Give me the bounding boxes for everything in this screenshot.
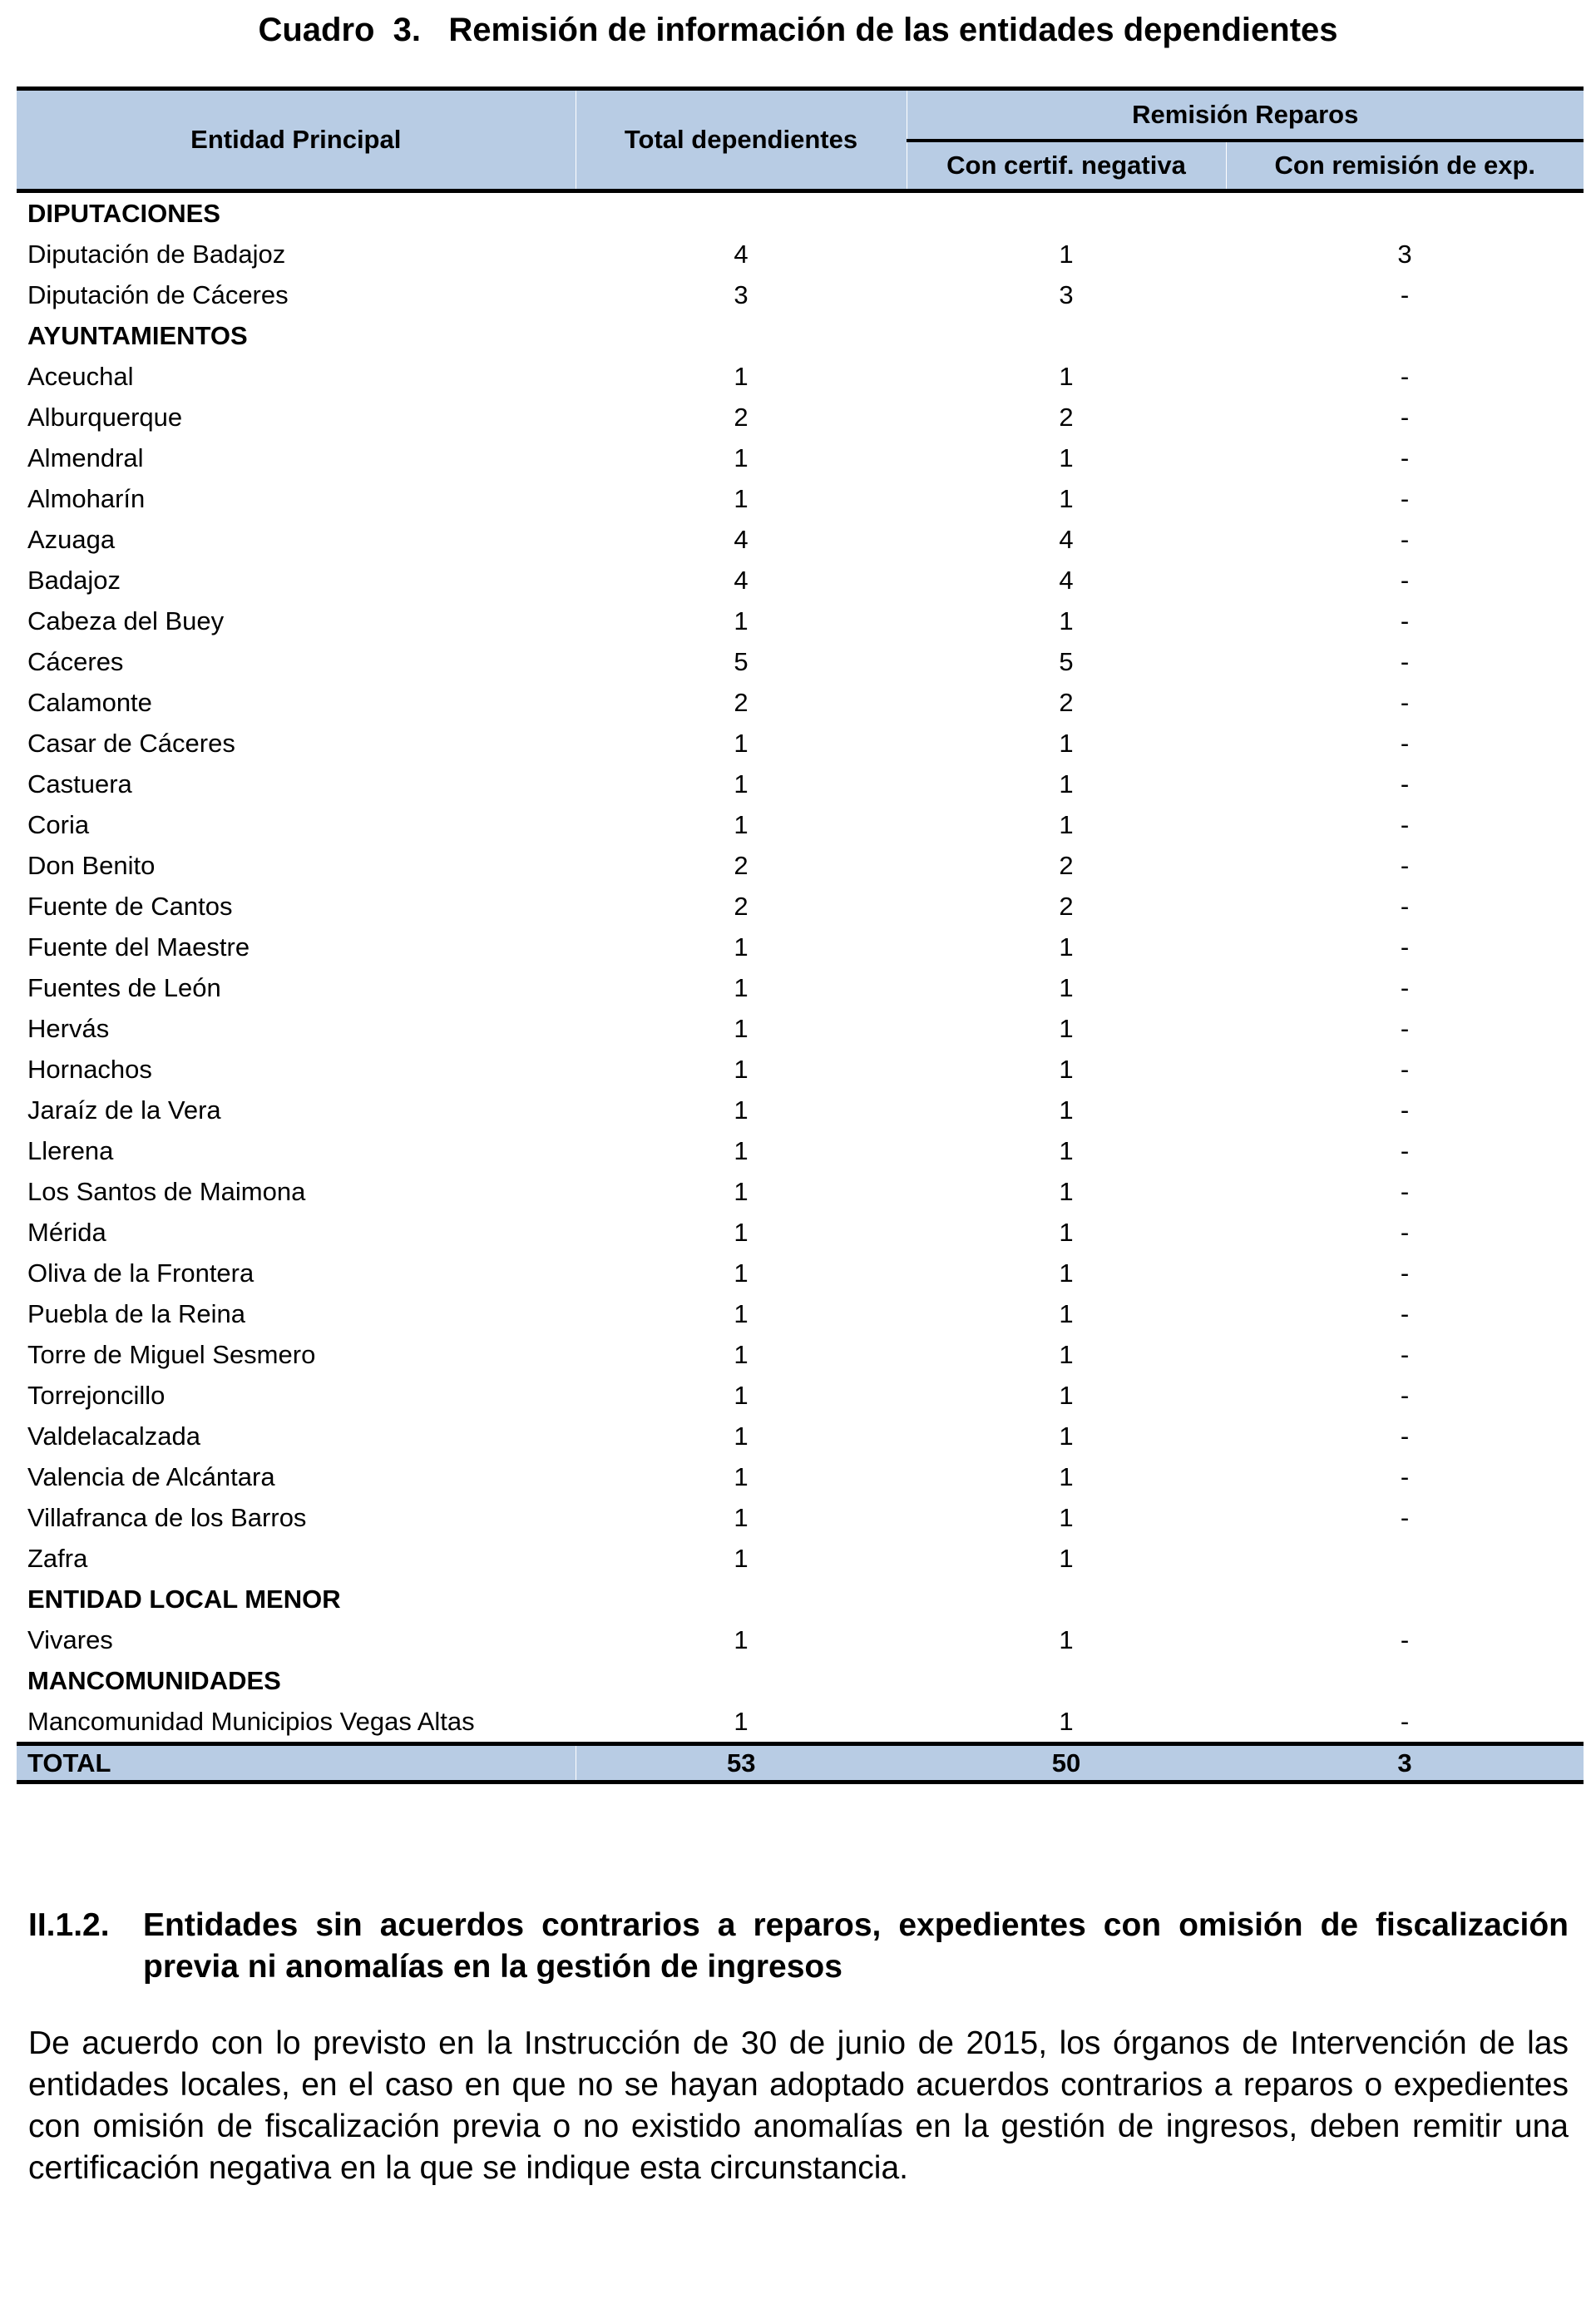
cell-entidad: MANCOMUNIDADES: [27, 1665, 281, 1695]
cell-total-dependientes: 1: [734, 1543, 749, 1573]
table-row: [17, 1538, 1584, 1579]
cell-entidad: Oliva de la Frontera: [27, 1258, 254, 1288]
cell-con-certif-negativa: 1: [1059, 1176, 1074, 1206]
table-row: [17, 1497, 1584, 1538]
cell-con-certif-negativa: 1: [1059, 361, 1074, 391]
cell-entidad: Los Santos de Maimona: [27, 1176, 306, 1206]
cell-con-remision-exp: -: [1400, 687, 1410, 717]
cell-con-certif-negativa: 1: [1059, 932, 1074, 962]
cell-con-remision-exp: -: [1400, 606, 1410, 635]
cell-con-certif-negativa: 50: [907, 1744, 1226, 1782]
cell-entidad: Torre de Miguel Sesmero: [27, 1339, 316, 1369]
cell-con-certif-negativa: 4: [1059, 565, 1074, 595]
cell-entidad: Hornachos: [27, 1054, 152, 1084]
cell-con-remision-exp: -: [1400, 972, 1410, 1002]
table-row: [17, 804, 1584, 845]
cell-total-dependientes: 1: [734, 1298, 749, 1328]
cell-con-remision-exp: -: [1400, 1339, 1410, 1369]
cell-total-dependientes: 1: [734, 606, 749, 635]
table-row: [17, 845, 1584, 886]
cell-con-remision-exp: -: [1400, 891, 1410, 921]
table-row: [17, 397, 1584, 438]
cell-total-dependientes: 5: [734, 646, 749, 676]
table-row: [17, 1456, 1584, 1497]
cell-con-remision-exp: -: [1400, 809, 1410, 839]
cell-entidad: Jaraíz de la Vera: [27, 1095, 221, 1125]
cell-entidad: Alburquerque: [27, 402, 183, 432]
table-row: [17, 1375, 1584, 1416]
cell-con-remision-exp: [1226, 191, 1584, 235]
table-row: [17, 356, 1584, 397]
cell-entidad: Hervás: [27, 1013, 110, 1043]
cell-con-remision-exp: -: [1400, 361, 1410, 391]
cell-entidad: Mérida: [27, 1217, 106, 1247]
cell-con-certif-negativa: 1: [1059, 1461, 1074, 1491]
table-row: [17, 1701, 1584, 1744]
cell-con-certif-negativa: 1: [1059, 1339, 1074, 1369]
cell-con-certif-negativa: 1: [1059, 1095, 1074, 1125]
cell-con-remision-exp: -: [1400, 1013, 1410, 1043]
table-row: [17, 478, 1584, 519]
cell-total-dependientes: 1: [734, 972, 749, 1002]
cell-entidad: Cáceres: [27, 646, 124, 676]
cell-total-dependientes: 4: [734, 239, 749, 269]
cell-con-remision-exp: 3: [1226, 1744, 1584, 1782]
table-row: [17, 274, 1584, 315]
cell-entidad: Diputación de Cáceres: [27, 279, 289, 309]
cell-total-dependientes: 1: [734, 1258, 749, 1288]
cell-total-dependientes: 4: [734, 565, 749, 595]
cell-total-dependientes: 1: [734, 1624, 749, 1654]
entities-table: [17, 87, 1584, 1784]
cell-entidad: Villafranca de los Barros: [27, 1502, 307, 1532]
cell-total-dependientes: 1: [734, 1706, 749, 1736]
cell-con-remision-exp: [1226, 1538, 1584, 1579]
section-heading: [28, 1905, 1569, 1988]
cell-total-dependientes: [576, 191, 907, 235]
cell-entidad: Valencia de Alcántara: [27, 1461, 275, 1491]
cell-con-certif-negativa: 1: [1059, 1543, 1074, 1573]
cell-total-dependientes: [576, 1579, 907, 1619]
table-total-row: [17, 1744, 1584, 1782]
cell-total-dependientes: 1: [734, 1176, 749, 1206]
cell-total-dependientes: 3: [734, 279, 749, 309]
table-header: [17, 89, 1584, 191]
cell-total-dependientes: 1: [734, 1054, 749, 1084]
cell-con-certif-negativa: 2: [1059, 850, 1074, 880]
cell-entidad: Valdelacalzada: [27, 1421, 200, 1451]
cell-entidad: Azuaga: [27, 524, 116, 554]
cell-total-dependientes: 1: [734, 1217, 749, 1247]
cell-con-certif-negativa: 1: [1059, 483, 1074, 513]
cell-con-certif-negativa: 1: [1059, 1706, 1074, 1736]
table-section-row: [17, 1660, 1584, 1701]
cell-entidad: Fuentes de León: [27, 972, 221, 1002]
cell-total-dependientes: 1: [734, 1095, 749, 1125]
table-row: [17, 560, 1584, 601]
cell-con-remision-exp: -: [1400, 443, 1410, 472]
cell-con-remision-exp: -: [1400, 1095, 1410, 1125]
cell-con-certif-negativa: 5: [1059, 646, 1074, 676]
cell-total-dependientes: [576, 1660, 907, 1701]
cell-con-certif-negativa: 1: [1059, 1380, 1074, 1410]
section-number: II.1.2.: [28, 1907, 110, 1943]
cell-total-dependientes: 1: [734, 809, 749, 839]
table-row: [17, 519, 1584, 560]
table-section-row: [17, 1579, 1584, 1619]
cell-entidad: Puebla de la Reina: [27, 1298, 245, 1328]
table-row: [17, 601, 1584, 641]
cell-con-certif-negativa: 1: [1059, 1502, 1074, 1532]
cell-entidad: Calamonte: [27, 687, 152, 717]
cell-total-dependientes: 1: [734, 1502, 749, 1532]
table-row: [17, 886, 1584, 927]
cell-entidad: Mancomunidad Municipios Vegas Altas: [27, 1706, 475, 1736]
cell-entidad: DIPUTACIONES: [27, 198, 220, 228]
table-row: [17, 682, 1584, 723]
table-row: [17, 967, 1584, 1008]
cell-con-remision-exp: -: [1400, 1624, 1410, 1654]
body-paragraph: De acuerdo con lo previsto en la Instrucción de 30 de junio de 2015, los órganos de Intervención de las entidades locales, en el caso en que no se hayan adoptado acuerdos contrarios a reparos o expedientes con omisión de fiscalización previa o no existido anomalías en la gestión de ingresos, deben remitir una certificación negativa en la que se indique esta circunstancia.: [28, 2025, 1569, 2186]
cell-con-remision-exp: -: [1400, 1706, 1410, 1736]
cell-total-dependientes: 2: [734, 402, 749, 432]
cell-con-certif-negativa: 1: [1059, 1054, 1074, 1084]
cell-con-remision-exp: -: [1400, 1461, 1410, 1491]
cell-total-dependientes: 1: [734, 728, 749, 758]
cell-con-remision-exp: [1226, 1660, 1584, 1701]
table-row: [17, 1253, 1584, 1293]
cell-entidad: Casar de Cáceres: [27, 728, 235, 758]
cell-con-remision-exp: [1226, 1579, 1584, 1619]
cell-total-dependientes: 1: [734, 769, 749, 799]
cell-con-remision-exp: -: [1400, 1217, 1410, 1247]
cell-con-certif-negativa: [907, 1579, 1226, 1619]
cell-con-certif-negativa: 1: [1059, 769, 1074, 799]
cell-con-certif-negativa: 1: [1059, 728, 1074, 758]
table-section-row: [17, 315, 1584, 356]
cell-con-certif-negativa: 1: [1059, 239, 1074, 269]
cell-con-remision-exp: -: [1400, 1135, 1410, 1165]
cell-entidad: Diputación de Badajoz: [27, 239, 286, 269]
table-row: [17, 1090, 1584, 1130]
cell-entidad: Vivares: [27, 1624, 113, 1654]
section-title: Entidades sin acuerdos contrarios a reparos, expedientes con omisión de fiscalización previa ni anomalías en la gestión de ingresos: [143, 1907, 1569, 1985]
cell-con-certif-negativa: 1: [1059, 1624, 1074, 1654]
cell-entidad: Fuente del Maestre: [27, 932, 250, 962]
cell-entidad: Almendral: [27, 443, 144, 472]
cell-entidad: Cabeza del Buey: [27, 606, 225, 635]
cell-entidad: AYUNTAMIENTOS: [27, 320, 248, 350]
cell-total-dependientes: 1: [734, 932, 749, 962]
cell-total-dependientes: 2: [734, 850, 749, 880]
cell-con-remision-exp: -: [1400, 850, 1410, 880]
cell-total-dependientes: 1: [734, 1461, 749, 1491]
table-row: [17, 1212, 1584, 1253]
table-row: [17, 1334, 1584, 1375]
header-entidad-principal: Entidad Principal: [17, 89, 576, 191]
table-row: [17, 438, 1584, 478]
cell-total-dependientes: 1: [734, 483, 749, 513]
cell-con-remision-exp: [1226, 315, 1584, 356]
table-row: [17, 1049, 1584, 1090]
table-caption: Cuadro 3. Remisión de información de las entidades dependientes: [258, 12, 1338, 48]
cell-con-remision-exp: -: [1400, 932, 1410, 962]
cell-total-dependientes: 1: [734, 1339, 749, 1369]
header-total-dependientes: Total dependientes: [576, 89, 907, 191]
cell-total-dependientes: 1: [734, 443, 749, 472]
cell-con-remision-exp: -: [1400, 646, 1410, 676]
cell-con-remision-exp: -: [1400, 1502, 1410, 1532]
cell-con-certif-negativa: 1: [1059, 606, 1074, 635]
table-row: [17, 1130, 1584, 1171]
cell-entidad: Aceuchal: [27, 361, 134, 391]
table-row: [17, 927, 1584, 967]
cell-con-remision-exp: 3: [1397, 239, 1412, 269]
cell-con-certif-negativa: 2: [1059, 402, 1074, 432]
cell-total-dependientes: [576, 315, 907, 356]
cell-entidad: Badajoz: [27, 565, 121, 595]
cell-entidad: Castuera: [27, 769, 132, 799]
cell-total-dependientes: 1: [734, 1380, 749, 1410]
cell-entidad: Zafra: [27, 1543, 88, 1573]
cell-con-certif-negativa: [907, 315, 1226, 356]
cell-con-remision-exp: -: [1400, 279, 1410, 309]
table-row: [17, 1293, 1584, 1334]
cell-con-certif-negativa: 2: [1059, 891, 1074, 921]
table-row: [17, 1008, 1584, 1049]
cell-total-dependientes: 1: [734, 1135, 749, 1165]
cell-con-certif-negativa: 2: [1059, 687, 1074, 717]
cell-con-certif-negativa: 1: [1059, 809, 1074, 839]
cell-entidad: Llerena: [27, 1135, 114, 1165]
cell-con-remision-exp: -: [1400, 728, 1410, 758]
cell-entidad: Torrejoncillo: [27, 1380, 166, 1410]
cell-con-certif-negativa: 1: [1059, 1258, 1074, 1288]
table-row: [17, 234, 1584, 274]
cell-con-remision-exp: -: [1400, 1421, 1410, 1451]
cell-con-certif-negativa: 1: [1059, 443, 1074, 472]
table-row: [17, 764, 1584, 804]
table-row: [17, 1416, 1584, 1456]
table-row: [17, 1619, 1584, 1660]
cell-total-dependientes: 2: [734, 891, 749, 921]
cell-total-dependientes: 1: [734, 1421, 749, 1451]
cell-con-certif-negativa: 4: [1059, 524, 1074, 554]
cell-con-remision-exp: -: [1400, 565, 1410, 595]
table-row: [17, 641, 1584, 682]
cell-total-dependientes: 53: [576, 1744, 907, 1782]
cell-con-certif-negativa: 3: [1059, 279, 1074, 309]
cell-entidad: TOTAL: [17, 1744, 576, 1782]
cell-total-dependientes: 1: [734, 1013, 749, 1043]
cell-con-certif-negativa: 1: [1059, 1013, 1074, 1043]
cell-entidad: ENTIDAD LOCAL MENOR: [27, 1584, 341, 1614]
cell-con-remision-exp: -: [1400, 1054, 1410, 1084]
cell-total-dependientes: 1: [734, 361, 749, 391]
cell-con-certif-negativa: 1: [1059, 1298, 1074, 1328]
cell-entidad: Fuente de Cantos: [27, 891, 233, 921]
cell-con-remision-exp: -: [1400, 402, 1410, 432]
header-con-remision-exp: Con remisión de exp.: [1226, 141, 1584, 191]
cell-total-dependientes: 2: [734, 687, 749, 717]
cell-con-certif-negativa: 1: [1059, 1135, 1074, 1165]
table-row: [17, 723, 1584, 764]
header-remision-reparos: Remisión Reparos: [907, 89, 1584, 141]
cell-con-certif-negativa: [907, 191, 1226, 235]
table-body: [17, 191, 1584, 1782]
cell-entidad: Almoharín: [27, 483, 146, 513]
cell-con-certif-negativa: [907, 1660, 1226, 1701]
cell-con-remision-exp: -: [1400, 483, 1410, 513]
cell-con-remision-exp: -: [1400, 769, 1410, 799]
cell-con-remision-exp: -: [1400, 1298, 1410, 1328]
cell-con-remision-exp: -: [1400, 1380, 1410, 1410]
cell-con-remision-exp: -: [1400, 524, 1410, 554]
cell-con-certif-negativa: 1: [1059, 1421, 1074, 1451]
cell-con-remision-exp: -: [1400, 1258, 1410, 1288]
cell-entidad: Don Benito: [27, 850, 156, 880]
header-con-certif-negativa: Con certif. negativa: [907, 141, 1226, 191]
table-row: [17, 1171, 1584, 1212]
cell-con-remision-exp: -: [1400, 1176, 1410, 1206]
cell-total-dependientes: 4: [734, 524, 749, 554]
cell-con-certif-negativa: 1: [1059, 972, 1074, 1002]
cell-entidad: Coria: [27, 809, 90, 839]
table-section-row: [17, 191, 1584, 235]
cell-con-certif-negativa: 1: [1059, 1217, 1074, 1247]
